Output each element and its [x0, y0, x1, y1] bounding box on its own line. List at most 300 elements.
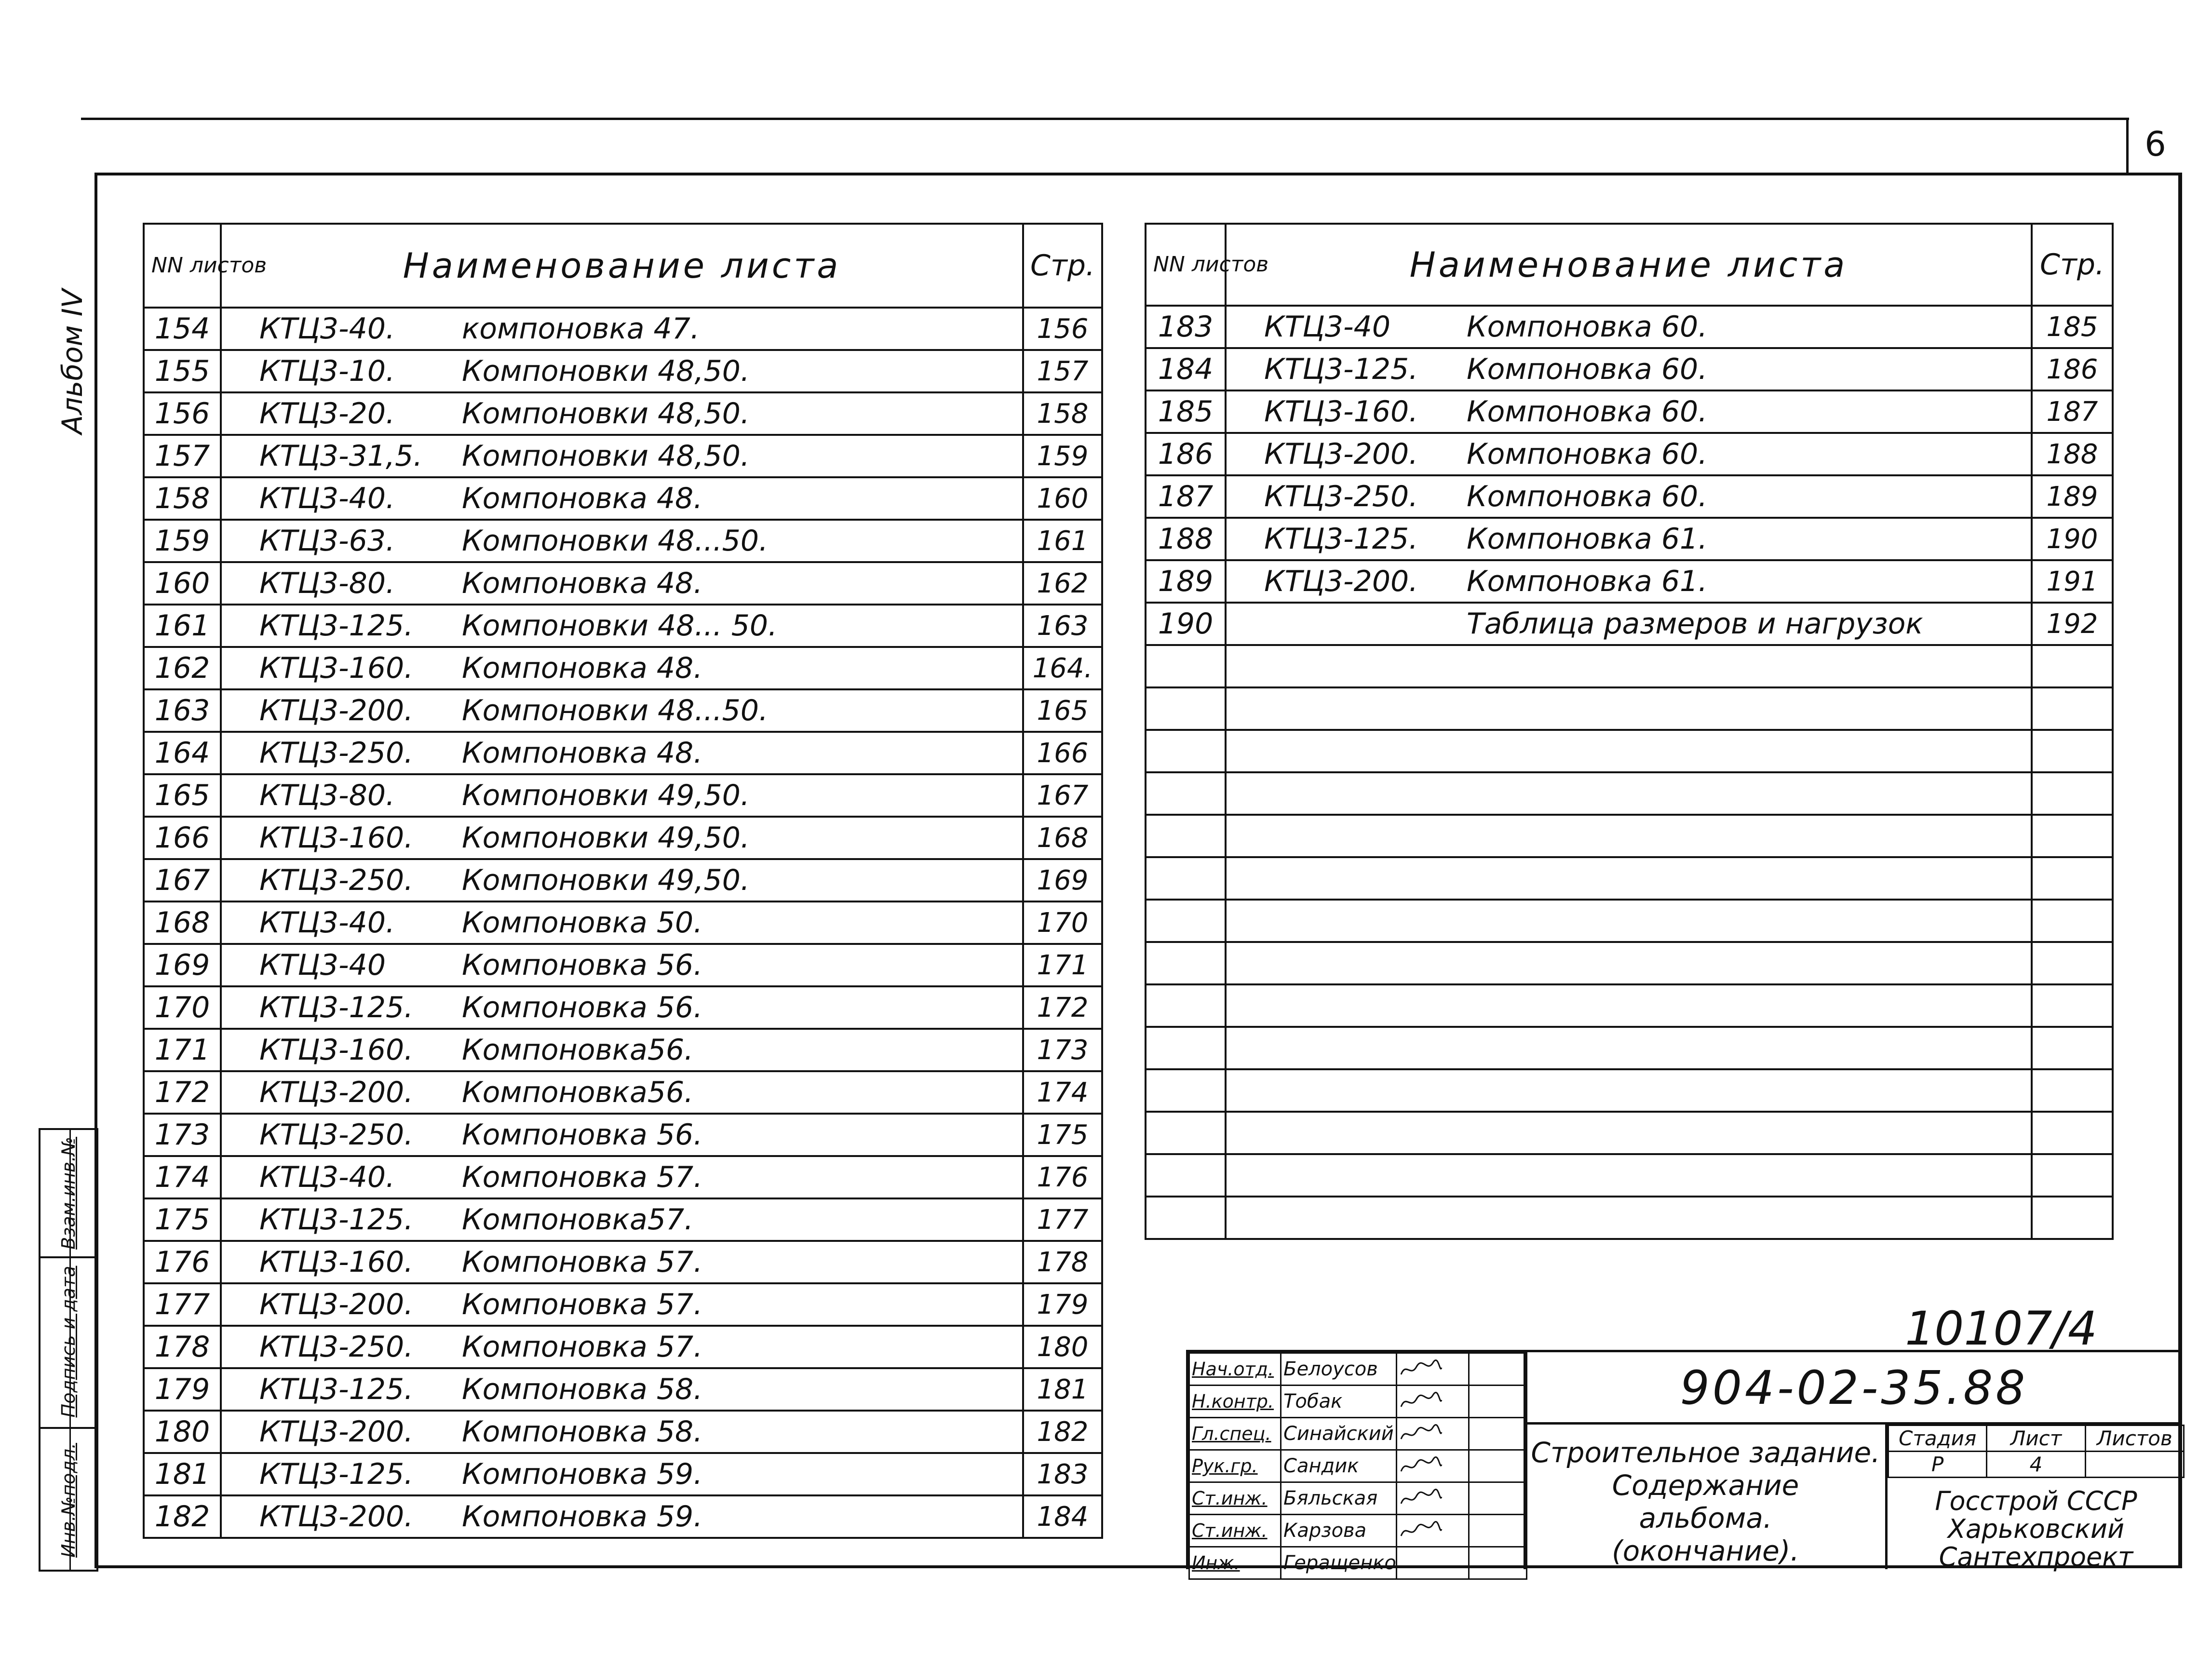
row-title — [221, 605, 1023, 647]
table-row — [144, 520, 1102, 562]
row-title — [1226, 560, 2032, 603]
row-title — [221, 944, 1023, 986]
role-label: Инж. — [1189, 1547, 1281, 1579]
signature-icon — [1399, 1423, 1443, 1445]
date-cell — [1469, 1418, 1527, 1450]
row-title — [1226, 900, 2032, 942]
row-code: КТЦ3-125. — [259, 1372, 414, 1406]
organization — [1888, 1487, 2185, 1571]
sheets-header: Листов — [2085, 1426, 2184, 1452]
row-number — [1146, 900, 1226, 942]
row-code: КТЦ3-125. — [1264, 352, 1418, 386]
row-title — [221, 1283, 1023, 1326]
row-name: Компоновка 48. — [462, 482, 703, 515]
row-number: 160 — [144, 562, 221, 605]
row-name: Компоновка 61. — [1467, 522, 1708, 556]
row-page — [2032, 1027, 2113, 1069]
row-page: 183 — [1023, 1453, 1102, 1495]
row-page — [2032, 772, 2113, 815]
table-row — [1146, 390, 2113, 433]
table-row — [1146, 900, 2113, 942]
signature-row — [1189, 1547, 1527, 1579]
row-page — [2032, 645, 2113, 687]
row-number: 163 — [144, 689, 221, 732]
table-row — [144, 689, 1102, 732]
row-number: 155 — [144, 350, 221, 392]
row-page: 180 — [1023, 1326, 1102, 1368]
row-page: 186 — [2032, 348, 2113, 390]
signature-row — [1189, 1482, 1527, 1515]
row-page: 188 — [2032, 433, 2113, 475]
row-number: 177 — [144, 1283, 221, 1326]
row-title — [1226, 1069, 2032, 1112]
row-title — [1226, 942, 2032, 984]
row-name: Компоновка 56. — [462, 1118, 703, 1152]
table-row — [144, 859, 1102, 902]
row-code: КТЦ3-200. — [259, 694, 414, 727]
row-number: 189 — [1146, 560, 1226, 603]
row-page — [2032, 942, 2113, 984]
row-code: КТЦ3-160. — [1264, 395, 1418, 429]
person-name: Тобак — [1281, 1386, 1397, 1418]
row-code: КТЦ3-10. — [259, 354, 395, 388]
row-page: 176 — [1023, 1156, 1102, 1198]
row-number: 156 — [144, 392, 221, 435]
row-name: Компоновка 48. — [462, 651, 703, 685]
date-cell — [1469, 1450, 1527, 1482]
row-title — [1226, 730, 2032, 772]
row-title — [1226, 984, 2032, 1027]
table-row — [144, 944, 1102, 986]
table-row — [144, 902, 1102, 944]
header-name: Наименование листа — [1226, 224, 2032, 306]
row-page: 156 — [1023, 308, 1102, 350]
row-title — [1226, 1112, 2032, 1154]
row-page — [2032, 1112, 2113, 1154]
row-name: компоновка 47. — [462, 312, 700, 346]
doc-title-line: Строительное задание. — [1531, 1436, 1880, 1469]
table-row — [1146, 857, 2113, 900]
row-page: 187 — [2032, 390, 2113, 433]
row-number: 169 — [144, 944, 221, 986]
signature-row — [1189, 1418, 1527, 1450]
row-code: КТЦ3-200. — [259, 1076, 414, 1109]
row-page — [2032, 815, 2113, 857]
row-name: Компоновка56. — [462, 1076, 694, 1109]
row-number — [1146, 1069, 1226, 1112]
sheet-list-left — [143, 223, 1103, 1539]
stage-header: Стадия — [1888, 1426, 1987, 1452]
role-label: Ст.инж. — [1189, 1515, 1281, 1547]
row-page: 160 — [1023, 477, 1102, 520]
row-title — [221, 859, 1023, 902]
signature-icon — [1399, 1487, 1443, 1509]
row-name: Компоновка 57. — [462, 1160, 703, 1194]
signature-icon — [1399, 1358, 1443, 1380]
row-number: 184 — [1146, 348, 1226, 390]
row-code: КТЦ3-200. — [1264, 437, 1418, 471]
sheet-list-right — [1145, 223, 2114, 1240]
row-name: Компоновка 60. — [1467, 352, 1708, 386]
row-code: КТЦ3-200. — [259, 1415, 414, 1449]
table-row — [1146, 815, 2113, 857]
row-number: 190 — [1146, 603, 1226, 645]
row-number: 182 — [144, 1495, 221, 1538]
table-row — [144, 647, 1102, 689]
row-title — [221, 647, 1023, 689]
doc-title-line: (окончание). — [1612, 1534, 1799, 1567]
row-page: 185 — [2032, 306, 2113, 348]
table-row — [144, 605, 1102, 647]
table-row — [1146, 1154, 2113, 1197]
header-page: Стр. — [2032, 224, 2113, 306]
row-name: Компоновка 60. — [1467, 310, 1708, 344]
row-code: КТЦ3-40. — [259, 482, 395, 515]
row-code: КТЦ3-160. — [259, 1245, 414, 1279]
row-page: 190 — [2032, 518, 2113, 560]
row-page: 179 — [1023, 1283, 1102, 1326]
table-row — [144, 1071, 1102, 1114]
top-rule — [81, 118, 2129, 120]
person-name: Белоусов — [1281, 1353, 1397, 1386]
row-code: КТЦ3-125. — [259, 1457, 414, 1491]
row-number — [1146, 942, 1226, 984]
sheets-value — [2085, 1452, 2184, 1478]
row-title — [221, 1368, 1023, 1411]
signature-row — [1189, 1353, 1527, 1386]
row-page: 163 — [1023, 605, 1102, 647]
signature — [1397, 1418, 1469, 1450]
row-number — [1146, 984, 1226, 1027]
table-row — [144, 350, 1102, 392]
side-stamp-inv-label: Инв.№подл. — [58, 1442, 79, 1558]
row-number — [1146, 815, 1226, 857]
row-page: 182 — [1023, 1411, 1102, 1453]
doc-cipher: 904-02-35.88 — [1524, 1351, 2182, 1425]
person-name: Синайский — [1281, 1418, 1397, 1450]
header-name: Наименование листа — [221, 224, 1023, 308]
signature — [1397, 1482, 1469, 1515]
role-label: Гл.спец. — [1189, 1418, 1281, 1450]
signature — [1397, 1386, 1469, 1418]
row-title — [221, 477, 1023, 520]
row-page: 165 — [1023, 689, 1102, 732]
row-code: КТЦ3-160. — [259, 1033, 414, 1067]
row-title — [1226, 348, 2032, 390]
row-title — [221, 1453, 1023, 1495]
row-name: Компоновка 48. — [462, 736, 703, 770]
row-code: КТЦ3-80. — [259, 566, 395, 600]
header-nn: NN листов — [144, 224, 221, 308]
row-title — [221, 1495, 1023, 1538]
row-name: Компоновка 61. — [1467, 565, 1708, 598]
row-name: Компоновка 58. — [462, 1415, 703, 1449]
stage-table — [1888, 1425, 2185, 1478]
row-code: КТЦ3-125. — [259, 1203, 414, 1237]
row-number — [1146, 1112, 1226, 1154]
row-number: 162 — [144, 647, 221, 689]
table-row — [1146, 984, 2113, 1027]
row-number: 171 — [144, 1029, 221, 1071]
table-row — [1146, 772, 2113, 815]
row-page: 164. — [1023, 647, 1102, 689]
person-name: Геращенко — [1281, 1547, 1397, 1579]
row-code: КТЦ3-125. — [259, 609, 414, 643]
row-title — [221, 435, 1023, 477]
row-title — [221, 520, 1023, 562]
row-page — [2032, 1069, 2113, 1112]
signature — [1397, 1515, 1469, 1547]
row-code: КТЦ3-40. — [259, 906, 395, 940]
table-row — [144, 774, 1102, 817]
row-code: КТЦ3-160. — [259, 651, 414, 685]
table-row — [1146, 687, 2113, 730]
person-name: Карзова — [1281, 1515, 1397, 1547]
row-number — [1146, 1154, 1226, 1197]
row-number: 173 — [144, 1114, 221, 1156]
row-code: КТЦ3-250. — [259, 1330, 414, 1364]
row-page — [2032, 857, 2113, 900]
table-row — [1146, 730, 2113, 772]
page-number: 6 — [2126, 118, 2182, 175]
doc-title-line: Содержание — [1612, 1469, 1799, 1502]
signature-icon — [1399, 1390, 1443, 1413]
row-title — [1226, 475, 2032, 518]
row-page: 161 — [1023, 520, 1102, 562]
row-page: 157 — [1023, 350, 1102, 392]
table-row — [1146, 348, 2113, 390]
row-code: КТЦ3-250. — [259, 863, 414, 897]
table-row — [144, 435, 1102, 477]
row-name: Компоновка 57. — [462, 1330, 703, 1364]
side-stamp-inv — [40, 1427, 96, 1574]
org-line: Харьковский — [1947, 1514, 2125, 1544]
row-name: Компоновка 58. — [462, 1372, 703, 1406]
table-row — [1146, 560, 2113, 603]
side-stamp-sign-label: Подпись и дата — [58, 1265, 79, 1418]
row-number: 187 — [1146, 475, 1226, 518]
row-name: Компоновка 59. — [462, 1500, 703, 1534]
row-name: Компоновки 48,50. — [462, 397, 750, 431]
row-title — [221, 1114, 1023, 1156]
row-code: КТЦ3-40. — [259, 1160, 395, 1194]
table-row — [1146, 1027, 2113, 1069]
table-row — [144, 1368, 1102, 1411]
row-title — [221, 1156, 1023, 1198]
row-number: 178 — [144, 1326, 221, 1368]
row-title — [1226, 1197, 2032, 1239]
table-row — [1146, 1197, 2113, 1239]
row-title — [221, 902, 1023, 944]
row-number: 180 — [144, 1411, 221, 1453]
row-page — [2032, 730, 2113, 772]
row-number — [1146, 1027, 1226, 1069]
row-name: Компоновки 49,50. — [462, 821, 750, 855]
row-page: 168 — [1023, 817, 1102, 859]
row-code: КТЦ3-250. — [259, 1118, 414, 1152]
row-page: 189 — [2032, 475, 2113, 518]
table-row — [144, 477, 1102, 520]
header-nn: NN листов — [1146, 224, 1226, 306]
row-page: 159 — [1023, 435, 1102, 477]
table-row — [1146, 942, 2113, 984]
role-label: Рук.гр. — [1189, 1450, 1281, 1482]
row-name: Компоновка 60. — [1467, 395, 1708, 429]
row-number: 185 — [1146, 390, 1226, 433]
row-code: КТЦ3-40 — [259, 948, 386, 982]
row-number: 181 — [144, 1453, 221, 1495]
table-row — [144, 1283, 1102, 1326]
table-row — [144, 817, 1102, 859]
row-code: КТЦ3-40 — [1264, 310, 1391, 344]
date-cell — [1469, 1515, 1527, 1547]
side-stamp-repl-label: Взам.инв.№ — [58, 1137, 79, 1250]
row-number: 168 — [144, 902, 221, 944]
row-name: Компоновка 57. — [462, 1245, 703, 1279]
row-title — [221, 774, 1023, 817]
row-name: Компоновка 56. — [462, 991, 703, 1024]
signature-row — [1189, 1515, 1527, 1547]
signature — [1397, 1450, 1469, 1482]
side-stamp-sign — [40, 1256, 96, 1429]
row-number: 172 — [144, 1071, 221, 1114]
row-title — [221, 350, 1023, 392]
row-code: КТЦ3-200. — [1264, 565, 1418, 598]
date-cell — [1469, 1547, 1527, 1579]
row-number — [1146, 730, 1226, 772]
row-page: 177 — [1023, 1198, 1102, 1241]
signatures-table — [1188, 1352, 1527, 1580]
table-row — [144, 732, 1102, 774]
row-name: Компоновки 48,50. — [462, 354, 750, 388]
sheet-value: 4 — [1987, 1452, 2085, 1478]
table-row — [1146, 433, 2113, 475]
stage-value: Р — [1888, 1452, 1987, 1478]
table-row — [144, 1453, 1102, 1495]
row-name: Компоновка 56. — [462, 948, 703, 982]
row-title — [221, 1241, 1023, 1283]
row-page: 174 — [1023, 1071, 1102, 1114]
row-page — [2032, 984, 2113, 1027]
row-number — [1146, 1197, 1226, 1239]
side-stamp — [39, 1128, 98, 1572]
row-title — [1226, 433, 2032, 475]
table-row — [1146, 475, 2113, 518]
row-number — [1146, 857, 1226, 900]
row-title — [1226, 815, 2032, 857]
row-title — [221, 1198, 1023, 1241]
org-line: Госстрой СССР — [1935, 1486, 2137, 1516]
date-cell — [1469, 1353, 1527, 1386]
row-name: Компоновка 50. — [462, 906, 703, 940]
person-name: Бяльская — [1281, 1482, 1397, 1515]
signature — [1397, 1547, 1469, 1579]
row-page: 175 — [1023, 1114, 1102, 1156]
row-name: Компоновки 49,50. — [462, 779, 750, 812]
date-cell — [1469, 1482, 1527, 1515]
row-code: КТЦ3-250. — [259, 736, 414, 770]
row-number: 179 — [144, 1368, 221, 1411]
row-number: 175 — [144, 1198, 221, 1241]
row-number: 183 — [1146, 306, 1226, 348]
table-row — [144, 1156, 1102, 1198]
row-title — [1226, 857, 2032, 900]
album-label — [58, 289, 87, 434]
signature-icon — [1399, 1520, 1443, 1542]
row-title — [1226, 390, 2032, 433]
row-code: КТЦ3-31,5. — [259, 439, 423, 473]
row-title — [221, 732, 1023, 774]
table-row — [144, 392, 1102, 435]
row-number: 176 — [144, 1241, 221, 1283]
table-row — [144, 1411, 1102, 1453]
table-row — [144, 562, 1102, 605]
row-code: КТЦ3-200. — [259, 1288, 414, 1321]
row-name: Компоновки 48,50. — [462, 439, 750, 473]
date-cell — [1469, 1386, 1527, 1418]
table-row — [144, 308, 1102, 350]
row-page: 170 — [1023, 902, 1102, 944]
row-name: Компоновка 60. — [1467, 480, 1708, 513]
row-page: 191 — [2032, 560, 2113, 603]
org-line: Сантехпроект — [1939, 1542, 2133, 1572]
row-title — [221, 392, 1023, 435]
row-code: КТЦ3-20. — [259, 397, 395, 431]
table-row — [144, 986, 1102, 1029]
row-code: КТЦ3-63. — [259, 524, 395, 558]
album-label-text: Альбом IV — [56, 289, 89, 434]
signature-icon — [1399, 1455, 1443, 1477]
row-code: КТЦ3-200. — [259, 1500, 414, 1534]
doc-reg-number: 10107/4 — [1905, 1302, 2097, 1356]
signature-row — [1189, 1450, 1527, 1482]
row-title — [221, 986, 1023, 1029]
row-name: Компоновка56. — [462, 1033, 694, 1067]
row-number: 165 — [144, 774, 221, 817]
row-page: 162 — [1023, 562, 1102, 605]
row-title — [221, 689, 1023, 732]
row-number: 164 — [144, 732, 221, 774]
table-row — [1146, 306, 2113, 348]
side-stamp-repl — [40, 1130, 96, 1258]
table-row — [1146, 518, 2113, 560]
table-row — [1146, 1112, 2113, 1154]
row-title — [1226, 603, 2032, 645]
row-name: Компоновки 48...50. — [462, 694, 769, 727]
doc-title — [1524, 1425, 1885, 1569]
row-number: 157 — [144, 435, 221, 477]
table-row — [1146, 603, 2113, 645]
table-row — [144, 1114, 1102, 1156]
doc-title-line: альбома. — [1639, 1502, 1772, 1534]
row-number: 154 — [144, 308, 221, 350]
row-page: 178 — [1023, 1241, 1102, 1283]
row-page — [2032, 687, 2113, 730]
row-page: 172 — [1023, 986, 1102, 1029]
row-title — [221, 1326, 1023, 1368]
row-title — [1226, 518, 2032, 560]
row-code: КТЦ3-160. — [259, 821, 414, 855]
row-title — [221, 817, 1023, 859]
row-page — [2032, 1154, 2113, 1197]
row-number: 166 — [144, 817, 221, 859]
row-number: 159 — [144, 520, 221, 562]
row-code: КТЦ3-80. — [259, 779, 395, 812]
row-name: Компоновка 60. — [1467, 437, 1708, 471]
row-code: КТЦ3-125. — [259, 991, 414, 1024]
row-title — [221, 1029, 1023, 1071]
signature-row — [1189, 1386, 1527, 1418]
